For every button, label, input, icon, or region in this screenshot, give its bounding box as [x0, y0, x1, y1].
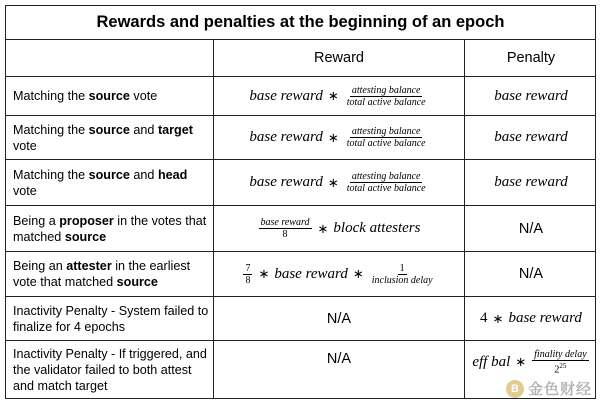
header-reward: Reward [314, 50, 364, 66]
watermark [506, 378, 592, 399]
condition-cell [6, 160, 213, 205]
penalty-na: N/A [518, 220, 544, 237]
reward-formula: base reward ∗ $\frac{\text{attesting balance}}{\text{total active balance}}$ [249, 84, 426, 108]
penalty-formula: base reward [494, 129, 568, 145]
reward-formula: base reward ∗ $\frac{\text{attesting balance}}{\text{total active balance}}$ [249, 171, 426, 194]
condition-text: Matching the source vote [13, 89, 158, 103]
penalty-formula: base reward [494, 87, 568, 104]
penalty-formula: eff bal ∗ $\frac{\text{finality delay}}{2^{25}}$ [472, 349, 587, 376]
reward-formula: base reward ∗ $\frac{\text{attesting balance}}{\text{total active balance}}$ [249, 126, 426, 149]
table-title: Rewards and penalties at the beginning of an epoch [96, 13, 505, 31]
condition-text: Inactivity Penalty - System failed to finalize for 4 epochs [13, 303, 209, 334]
rewards-table [5, 5, 596, 399]
condition-cell [6, 116, 213, 159]
reward-na: N/A [326, 310, 352, 327]
watermark-logo-icon: B [506, 380, 524, 398]
condition-text: Being a proposer in the votes that matched source [13, 213, 207, 244]
condition-cell [6, 206, 213, 251]
condition-text: Matching the source and head vote [13, 167, 188, 198]
reward-formula: $\frac{\text{base reward}}{8}$ ∗ block attesters [260, 217, 421, 240]
penalty-formula: 4 ∗ base reward [480, 310, 582, 326]
condition-text: Inactivity Penalty - If triggered, and the validator failed to both attest and match target [13, 347, 207, 393]
penalty-formula: base reward [494, 174, 568, 190]
watermark-text: 金色财经 [527, 381, 592, 398]
condition-cell [6, 77, 213, 115]
condition-cell [6, 341, 213, 399]
penalty-na: N/A [518, 266, 544, 282]
reward-na: N/A [326, 351, 352, 367]
condition-cell [6, 297, 213, 340]
reward-formula: $\frac{7}{8}$ ∗ base reward ∗ $\frac{1}{\text{inclusion delay}}$ [245, 262, 433, 286]
header-penalty: Penalty [506, 50, 556, 66]
condition-text: Matching the source and target vote [13, 122, 193, 153]
condition-text: Being an attester in the earliest vote that matched source [13, 259, 191, 289]
condition-cell [6, 252, 213, 296]
